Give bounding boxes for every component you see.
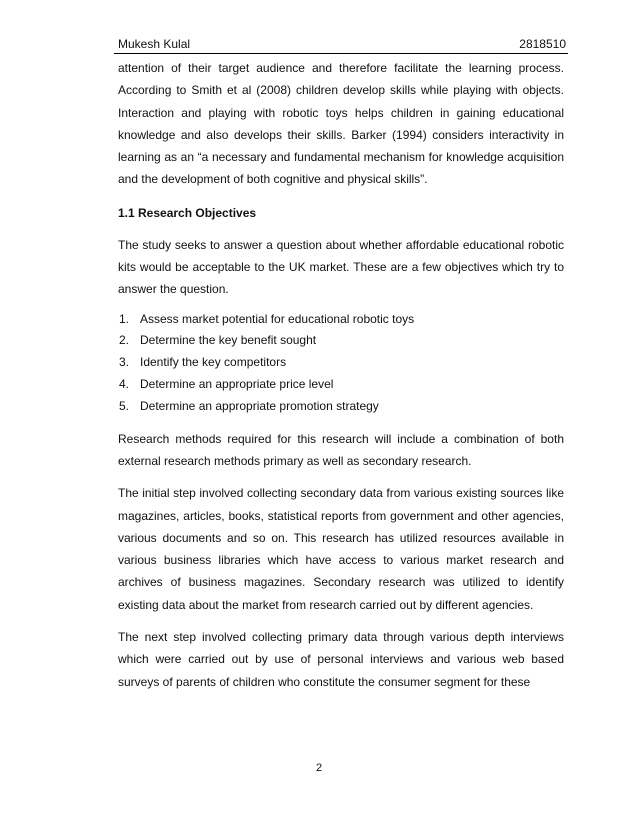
list-item xyxy=(118,309,564,331)
list-item-number: 5. xyxy=(119,398,130,413)
primary-research-paragraph: The next step involved collecting primary data through various depth interviews which were carried out by use of personal interviews and various web based surveys of parents of children who constitute the consumer segment for these xyxy=(118,630,564,689)
list-item-number: 3. xyxy=(119,355,130,370)
page-header xyxy=(118,37,566,51)
list-item xyxy=(118,396,564,418)
list-item-number: 2. xyxy=(119,333,130,348)
list-item-text: Determine the key benefit sought xyxy=(140,333,317,348)
header-author: Mukesh Kulal xyxy=(118,37,191,51)
section-heading: 1.1 Research Objectives xyxy=(118,205,257,220)
page-body xyxy=(118,57,564,693)
page-number: 2 xyxy=(315,762,323,774)
list-item-text: Assess market potential for educational robotic toys xyxy=(140,311,415,326)
header-divider xyxy=(114,53,568,54)
list-item-text: Determine an appropriate price level xyxy=(140,377,334,392)
methods-paragraph: Research methods required for this research will include a combination of both external research methods primary as well as secondary research. xyxy=(118,431,564,468)
list-item xyxy=(118,330,564,352)
list-item-number: 4. xyxy=(119,377,130,392)
objectives-list xyxy=(118,309,564,418)
header-student-id: 2818510 xyxy=(519,37,566,51)
list-item xyxy=(118,374,564,396)
list-item-text: Identify the key competitors xyxy=(140,355,287,370)
list-item-text: Determine an appropriate promotion strategy xyxy=(140,398,379,413)
secondary-research-paragraph: The initial step involved collecting secondary data from various existing sources like magazines, articles, books, statistical reports from government and other agencies, various documents and so on. This research has utilized resources available in various business libraries which have access to various market research and archives of business magazines. Secondary research was utilized to identify existing data about the market from research carried out by different agencies. xyxy=(118,486,564,612)
list-item xyxy=(118,352,564,374)
intro-paragraph: attention of their target audience and therefore facilitate the learning process. According to Smith et al (2008) children develop skills while playing with objects. Interaction and playing with robotic toys helps children in gaining educational knowledge and also develops their skills. Barker (1994) considers interactivity in learning as an “a necessary and fundamental mechanism for knowledge acquisition and the development of both cognitive and physical skills”. xyxy=(118,61,564,187)
list-item-number: 1. xyxy=(119,311,130,326)
section-lead-paragraph: The study seeks to answer a question about whether affordable educational robotic kits would be acceptable to the UK market. These are a few objectives which try to answer the question. xyxy=(118,237,564,297)
